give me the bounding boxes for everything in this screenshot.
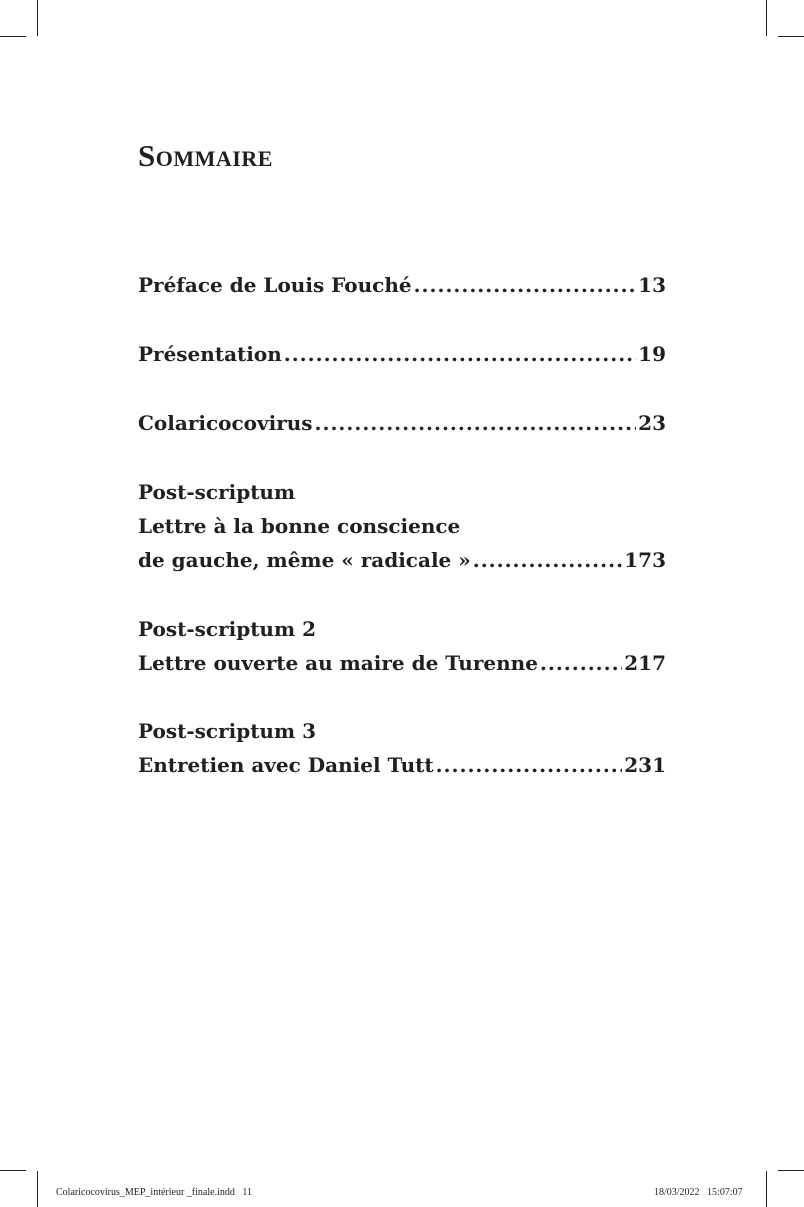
toc-entry-heading: Lettre à la bonne conscience (138, 514, 461, 538)
toc-entry-post-scriptum-3[interactable] (138, 753, 666, 777)
toc-entry-preface[interactable] (138, 273, 666, 297)
toc-leader-dots (473, 548, 623, 572)
toc-entry-text: de gauche, même « radicale » (138, 548, 471, 572)
crop-mark (0, 1170, 26, 1171)
toc-entry-text: Préface de Louis Fouché (138, 273, 412, 297)
crop-mark (766, 1171, 767, 1207)
toc-entry-heading: Post-scriptum 2 (138, 617, 317, 641)
toc-entry-post-scriptum-2[interactable] (138, 651, 666, 675)
crop-mark (778, 1170, 804, 1171)
footer-filename: Colaricocovirus_MEP_intérieur _finale.indd 11 (56, 1187, 252, 1198)
toc-entry-page: 217 (624, 651, 666, 675)
toc-entry-presentation[interactable] (138, 342, 666, 366)
toc-entry-page: 23 (638, 411, 666, 435)
toc-leader-dots (540, 651, 622, 675)
toc-entry-page: 231 (624, 753, 666, 777)
toc-entry-page: 13 (638, 273, 666, 297)
page-title: Sommaire (138, 138, 273, 173)
footer-timestamp: 18/03/2022 15:07:07 (654, 1187, 743, 1198)
crop-mark (766, 0, 767, 36)
toc-entry-text: Lettre ouverte au maire de Turenne (138, 651, 538, 675)
toc-entry-post-scriptum[interactable] (138, 548, 666, 572)
toc-leader-dots (414, 273, 637, 297)
crop-mark (37, 0, 38, 36)
toc-leader-dots (436, 753, 623, 777)
toc-entry-colaricocovirus[interactable] (138, 411, 666, 435)
toc-entry-heading: Post-scriptum (138, 480, 296, 504)
toc-entry-text: Colaricocovirus (138, 411, 313, 435)
crop-mark (0, 36, 26, 37)
toc-entry-text: Entretien avec Daniel Tutt (138, 753, 434, 777)
toc-entry-text: Présentation (138, 342, 282, 366)
crop-mark (37, 1171, 38, 1207)
crop-mark (778, 36, 804, 37)
toc-leader-dots (315, 411, 637, 435)
toc-entry-heading: Post-scriptum 3 (138, 719, 317, 743)
toc-entry-page: 173 (624, 548, 666, 572)
toc-entry-page: 19 (638, 342, 666, 366)
toc-leader-dots (284, 342, 636, 366)
